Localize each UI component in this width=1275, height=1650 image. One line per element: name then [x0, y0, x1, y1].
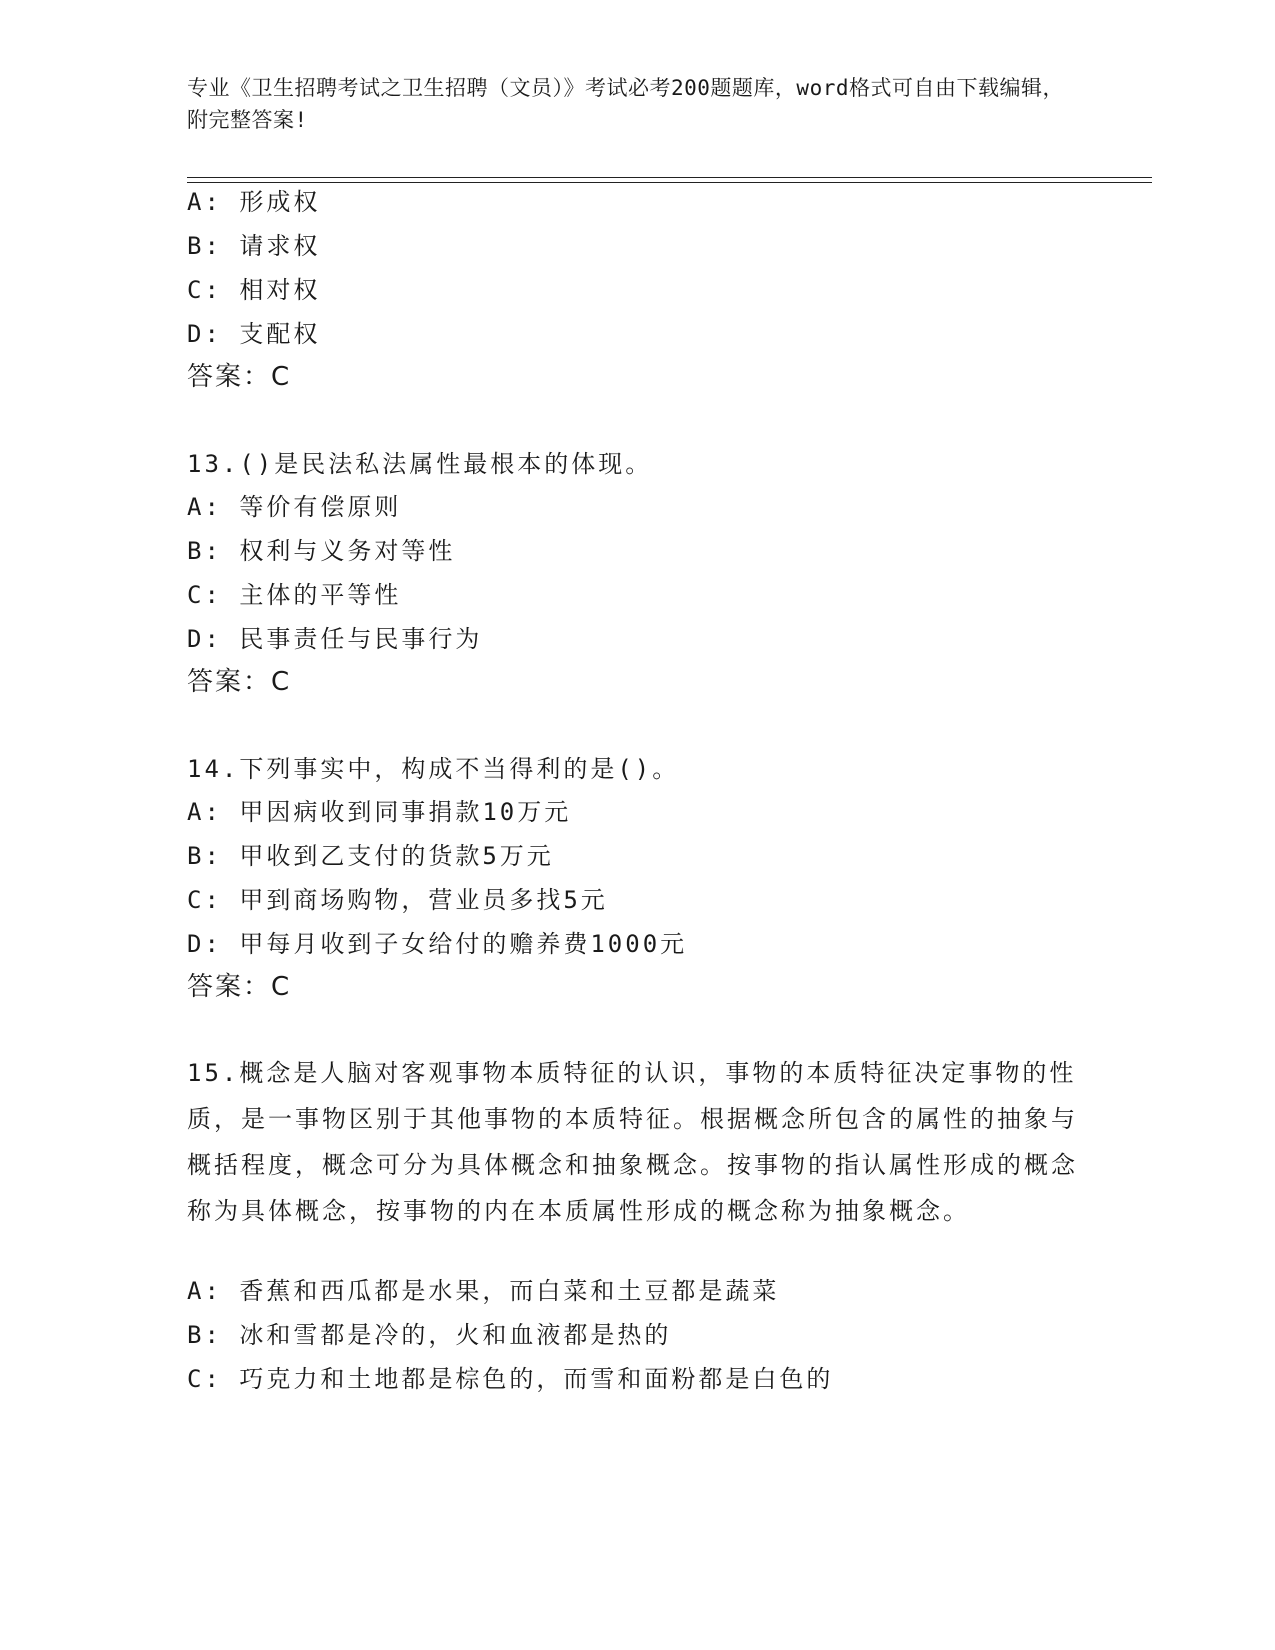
- q13-option-a: A: 等价有偿原则: [187, 493, 402, 521]
- q14-stem: 14.下列事实中，构成不当得利的是()。: [187, 755, 680, 783]
- document-header: 专业《卫生招聘考试之卫生招聘（文员）》考试必考200题题库，word格式可自由下载编辑，附完整答案!: [187, 76, 1064, 132]
- q15-option-c: C: 巧克力和土地都是棕色的，而雪和面粉都是白色的: [187, 1365, 834, 1393]
- q13-answer: 答案：C: [187, 667, 292, 697]
- q13-option-d: D: 民事责任与民事行为: [187, 625, 483, 653]
- q12-option-a: A: 形成权: [187, 188, 321, 216]
- q13-option-b: B: 权利与义务对等性: [187, 537, 456, 565]
- header-rule-top: [187, 177, 1152, 178]
- header-rule-bottom: [187, 182, 1152, 183]
- q15-option-a: A: 香蕉和西瓜都是水果，而白菜和土豆都是蔬菜: [187, 1277, 780, 1305]
- q14-option-d: D: 甲每月收到子女给付的赡养费1000元: [187, 930, 688, 958]
- q12-option-d: D: 支配权: [187, 320, 321, 348]
- q14-option-a: A: 甲因病收到同事捐款10万元: [187, 798, 572, 826]
- q14-option-b: B: 甲收到乙支付的货款5万元: [187, 842, 554, 870]
- q12-option-b: B: 请求权: [187, 232, 321, 260]
- q15-option-b: B: 冰和雪都是冷的，火和血液都是热的: [187, 1321, 672, 1349]
- q14-answer: 答案：C: [187, 972, 292, 1002]
- q12-option-c: C: 相对权: [187, 276, 321, 304]
- q13-option-c: C: 主体的平等性: [187, 581, 402, 609]
- q15-stem: 15.概念是人脑对客观事物本质特征的认识，事物的本质特征决定事物的性质，是一事物区别于其他事物的本质特征。根据概念所包含的属性的抽象与概括程度，概念可分为具体概念和抽象概念。按事物的指认属性形成的概念称为具体概念，按事物的内在本质属性形成的概念称为抽象概念。: [187, 1059, 1078, 1225]
- q13-stem: 13.()是民法私法属性最根本的体现。: [187, 450, 653, 478]
- q12-answer: 答案：C: [187, 362, 292, 392]
- q14-option-c: C: 甲到商场购物，营业员多找5元: [187, 886, 608, 914]
